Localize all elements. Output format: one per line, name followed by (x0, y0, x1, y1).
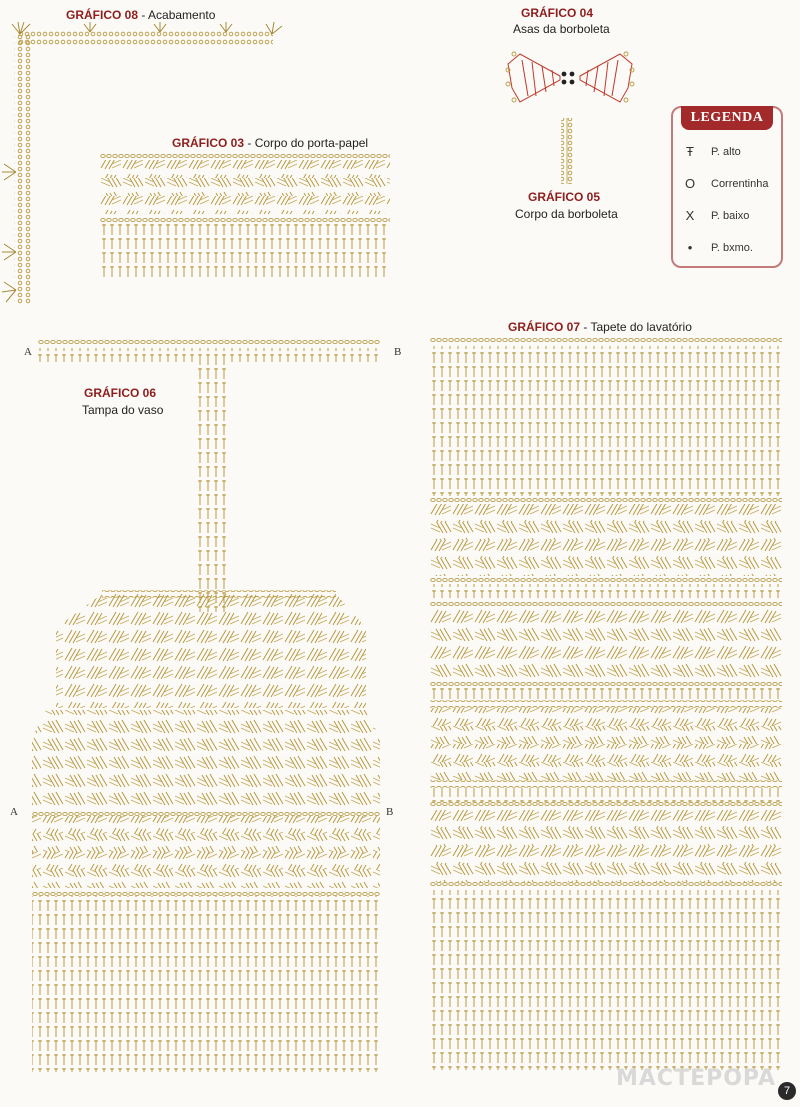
correntinha-icon: O (684, 176, 696, 191)
marker-a-bottom: A (10, 806, 18, 818)
marker-b-top: B (394, 346, 402, 358)
marker-a-top: A (24, 346, 32, 358)
p-bxmo-icon: • (687, 240, 693, 255)
grafico-07-title: GRÁFICO 07 - Tapete do lavatório (508, 320, 692, 334)
grafico-04-subtitle: Asas da borboleta (513, 22, 610, 36)
grafico-05-chart (558, 116, 578, 186)
grafico-08-title: GRÁFICO 08 - Acabamento (66, 8, 216, 22)
grafico-07-chart (430, 336, 782, 1076)
grafico-06-subtitle: Tampa do vaso (82, 403, 164, 417)
grafico-03-chart (100, 152, 390, 280)
legend-box: LEGENDA Ŧ P. alto O Correntinha X P. baixo • P. bxmo. (671, 106, 783, 268)
grafico-03-title: GRÁFICO 03 - Corpo do porta-papel (172, 136, 369, 150)
page-number: 7 (778, 1082, 796, 1100)
p-alto-icon: Ŧ (686, 144, 694, 159)
grafico-04-chart (500, 40, 640, 120)
watermark: MACTEPOPA (616, 1066, 777, 1091)
p-baixo-icon: X (685, 208, 695, 223)
grafico-06-title: GRÁFICO 06 (84, 386, 157, 400)
grafico-04-title: GRÁFICO 04 (521, 6, 594, 20)
grafico-05-subtitle: Corpo da borboleta (515, 207, 618, 221)
grafico-05-title: GRÁFICO 05 (528, 190, 601, 204)
marker-b-bottom: B (386, 806, 394, 818)
legend-title: LEGENDA (681, 106, 773, 130)
grafico-06-chart (20, 338, 380, 1078)
